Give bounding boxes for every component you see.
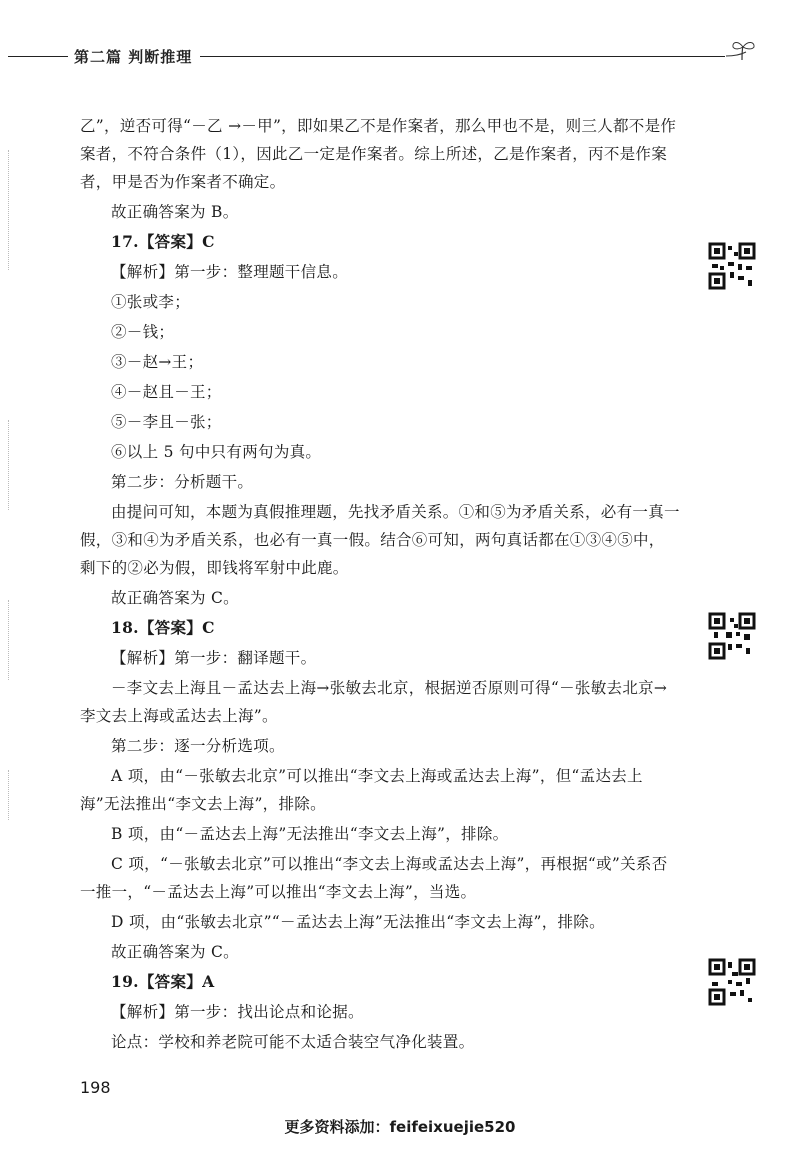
paragraph: 【解析】第一步：找出论点和论据。 (111, 1003, 364, 1021)
list-item: ④－赵且－王； (111, 383, 222, 401)
answer-heading: 17.【答案】C (111, 232, 215, 251)
margin-dots (8, 770, 11, 820)
page-number: 198 (80, 1078, 111, 1097)
list-item: ⑤－李且－张； (111, 413, 222, 431)
paragraph: D 项，由“张敏去北京”“－孟达去上海”无法推出“李文去上海”，排除。 (111, 913, 605, 931)
footer-text: 更多资料添加：feifeixuejie520 (284, 1118, 516, 1136)
paragraph: 论点：学校和养老院可能不太适合装空气净化装置。 (111, 1033, 475, 1051)
list-item: ①张或李； (111, 293, 191, 311)
margin-dots (8, 600, 11, 680)
answer-heading: 19.【答案】A (111, 972, 215, 991)
paragraph: B 项，由“－孟达去上海”无法推出“李文去上海”，排除。 (111, 825, 509, 843)
answer-heading: 18.【答案】C (111, 618, 215, 637)
list-item: ③－赵→王； (111, 353, 204, 371)
page-header (0, 36, 800, 76)
paragraph: 第二步：分析题干。 (111, 473, 254, 491)
paragraph: 故正确答案为 B。 (111, 203, 239, 221)
list-item: ⑥以上 5 句中只有两句为真。 (111, 443, 322, 461)
paragraph: 【解析】第一步：翻译题干。 (111, 649, 317, 667)
qr-code-icon[interactable] (708, 242, 756, 290)
paragraph: 由提问可知，本题为真假推理题，先找矛盾关系。①和⑤为矛盾关系，必有一真一假，③和④为矛盾关系，也必有一真一假。结合⑥可知，两句真话都在①③④⑤中，剩下的②必为假，即钱将军射中此鹿。 (80, 503, 680, 577)
paragraph: 第二步：逐一分析选项。 (111, 737, 285, 755)
section-title: 第二篇 判断推理 (74, 48, 193, 66)
page-body (80, 112, 680, 1058)
sprout-icon (724, 38, 760, 66)
header-rule-right (200, 56, 725, 57)
header-rule-left (8, 56, 68, 57)
paragraph: －李文去上海且－孟达去上海→张敏去北京，根据逆否原则可得“－张敏去北京→李文去上海或孟达去上海”。 (80, 679, 668, 725)
paragraph: 故正确答案为 C。 (111, 589, 239, 607)
paragraph: 【解析】第一步：整理题干信息。 (111, 263, 349, 281)
margin-dots (8, 150, 11, 270)
paragraph: A 项，由“－张敏去北京”可以推出“李文去上海或孟达去上海”，但“孟达去上海”无法推出“李文去上海”，排除。 (80, 767, 643, 813)
qr-code-icon[interactable] (708, 612, 756, 660)
paragraph: 乙”，逆否可得“－乙 →－甲”，即如果乙不是作案者，那么甲也不是，则三人都不是作案者，不符合条件（1），因此乙一定是作案者。综上所述，乙是作案者，丙不是作案者，甲是否为作案者不确定。 (80, 117, 677, 191)
qr-code-icon[interactable] (708, 958, 756, 1006)
paragraph: C 项，“－张敏去北京”可以推出“李文去上海或孟达去上海”，再根据“或”关系否一推一，“－孟达去上海”可以推出“李文去上海”，当选。 (80, 855, 668, 901)
paragraph: 故正确答案为 C。 (111, 943, 239, 961)
margin-dots (8, 420, 11, 510)
list-item: ②－钱； (111, 323, 175, 341)
